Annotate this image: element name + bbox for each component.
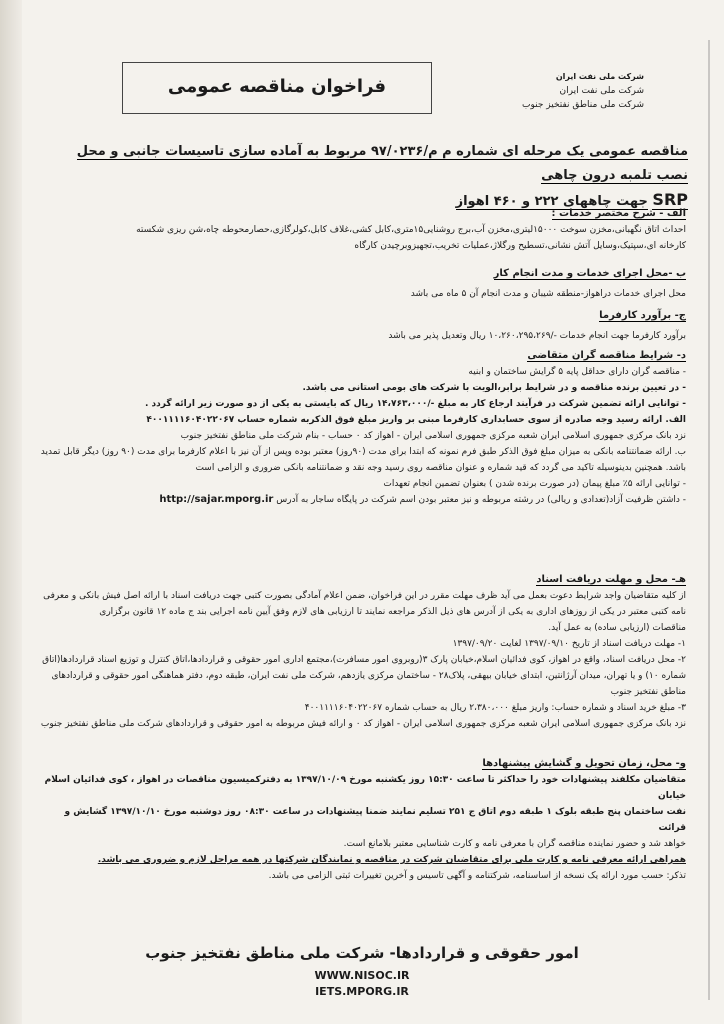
conditions-item: نزد بانک مرکزی جمهوری اسلامی ایران شعبه مرکزی جمهوری اسلامی ایران - اهواز کد ۰ حساب - بنام شرکت ملی مناطق نفتخیز جنوب xyxy=(180,431,686,441)
section-services xyxy=(40,206,686,254)
page-title: فراخوان مناقصه عمومی xyxy=(167,76,387,97)
documents-item: ۲- محل دریافت اسناد، واقع در اهواز، کوی فدائیان اسلام،خیابان پارک ۳(روبروی امور مسافرت)،مجتمع اداری امور حقوقی و قراردادها،اتاق کنترل و توزیع اسناد قراردادها(اتاق xyxy=(42,655,686,665)
footer-url-nisoc[interactable]: WWW.NISOC.IR xyxy=(314,969,410,982)
documents-item: شماره ۱۰) و یا تهران، میدان آرژانتین، ابتدای خیابان بیهقی، پلاک۲۸ - ساختمان مرکزی یازدهم، شرکت ملی نفت ایران، طبقه دوم، دفتر هماهنگی امور حقوقی و قراردادهای xyxy=(51,671,686,681)
conditions-item: باشد. همچنین بدینوسیله تاکید می گردد که قید شماره و عنوان مناقصه روی رسید وجه نقد و ضمانتنامه بانکی ضروری و الزامی است xyxy=(195,463,686,473)
title-box xyxy=(122,62,432,114)
section-services-text-2: کارخانه ای،سپتیک،وسایل آتش نشانی،تسطیح ورگلاژ،عملیات تخریب،تجهیزوبرچیدن کارگاه xyxy=(354,241,686,251)
section-estimate xyxy=(40,308,686,344)
submission-item: متقاضیان مکلفند پیشنهادات خود را حداکثر تا ساعت ۱۵:۳۰ روز یکشنبه مورخ ۱۳۹۷/۱۰/۰۹ به دفترکمیسیون مناقصات در اهواز ، کوی فدائیان اسلام خیابان xyxy=(44,775,686,801)
section-services-text-1: احداث اتاق نگهبانی،مخزن سوخت ۱۵۰۰۰لیتری،مخزن آب،برج روشنایی۱۵متری،کابل کشی،غلاف کابل،کولرگازی،حصارمحوطه چاه،شن ریزی شکسته xyxy=(136,225,686,235)
conditions-item: - در تعیین برنده مناقصه و در شرایط برابر،الویت با شرکت های بومی استانی می باشد. xyxy=(302,383,686,393)
tender-heading xyxy=(48,140,688,214)
section-location-text: محل اجرای خدمات دراهواز-منطقه شیبان و مدت انجام آن ۵ ماه می باشد xyxy=(410,289,686,299)
section-documents-heading: هـ- محل و مهلت دریافت اسناد xyxy=(536,574,686,585)
documents-item: از کلیه متقاضیان واجد شرایط دعوت بعمل می آید ظرف مهلت مقرر در این فراخوان، ضمن اعلام آمادگی بصورت کتبی جهت دریافت اسناد با ارائه اصل فیش بانکی و معرفی xyxy=(43,591,686,601)
section-estimate-heading: ج- برآورد کارفرما xyxy=(599,310,686,321)
submission-item: خواهد شد و حضور نماینده مناقصه گران با معرفی نامه و کارت شناسایی معتبر بلامانع است. xyxy=(343,839,686,849)
submission-notice: همراهی ارائه معرفی نامه و کارت ملی برای متقاضیان شرکت در مناقصه و نمایندگان شرکتها در همه مراحل لازم و ضروری می باشد. xyxy=(97,855,686,865)
conditions-item: الف. ارائه رسید وجه صادره از سوی حسابداری کارفرما مبنی بر واریز مبلغ فوق الذکربه شماره حساب ۴۰۰۱۱۱۱۶۰۴۰۲۲۰۶۷ xyxy=(146,415,686,425)
conditions-item: - مناقصه گران دارای حداقل پایه ۵ گرایش ساختمان و ابنیه xyxy=(468,367,686,377)
company-logo: شرکت ملی نفت ایران xyxy=(555,72,644,81)
section-conditions xyxy=(40,348,686,508)
section-documents xyxy=(40,572,686,732)
documents-item: ۱- مهلت دریافت اسناد از تاریخ ۱۳۹۷/۰۹/۱۰ لغایت ۱۳۹۷/۰۹/۲۰ xyxy=(452,639,686,649)
section-location xyxy=(40,266,686,302)
tender-heading-line-2: جهت چاههای ۲۲۲ و ۴۶۰ اهواز xyxy=(455,194,648,209)
documents-item: نزد بانک مرکزی جمهوری اسلامی ایران شعبه مرکزی جمهوری اسلامی ایران - اهواز کد ۰ و ارائه فیش مربوطه به امور حقوقی و قراردادهای شرکت ملی مناطق نفتخیز جنوب xyxy=(40,719,686,729)
submission-item: نفت ساختمان پنج طبقه بلوک ۱ طبقه دوم اتاق ج ۲۵۱ تسلیم نمایند ضمنا پیشنهادات در ساعت ۰۸:۳۰ روز دوشنبه مورخ ۱۳۹۷/۱۰/۱۰ گشایش و قرائت xyxy=(64,807,686,833)
conditions-item: - توانایی ارائه تضمین شرکت در فرآیند ارجاع کار به مبلغ -/۱۴،۷۶۳،۰۰۰ ریال که بایستی به یکی از دو صورت زیر ارائه گردد . xyxy=(145,399,686,409)
sajar-link[interactable]: http://sajar.mporg.ir xyxy=(159,494,274,505)
company-block xyxy=(504,70,644,112)
footer-url-iets[interactable]: IETS.MPORG.IR xyxy=(315,985,409,998)
documents-item: نامه کتبی معتبر در یکی از روزهای اداری به یکی از آدرس های ذیل الذکر مراجعه نمایند تا ارزیابی های لازم وفق آیین نامه اجرایی بند ج ماده ۱۲ قانون برگزاری xyxy=(99,607,686,617)
section-services-heading: الف - شرح مختصر خدمات : xyxy=(551,208,686,219)
section-conditions-heading: د- شرایط مناقصه گران متقاضی xyxy=(527,350,686,361)
conditions-item xyxy=(40,492,686,508)
footer-department: امور حقوقی و قراردادها- شرکت ملی مناطق نفتخیز جنوب xyxy=(145,944,579,962)
conditions-item: - توانایی ارائه ۵٪ مبلغ پیمان (در صورت برنده شدن ) بعنوان تضمین انجام تعهدات xyxy=(383,479,686,489)
scan-edge xyxy=(0,0,22,1024)
submission-note: تذکر: حسب مورد ارائه یک نسخه از اساسنامه، شرکتنامه و آگهی تاسیس و آخرین تغییرات ثبتی الزامی می باشد. xyxy=(268,871,686,881)
documents-item: ۳- مبلغ خرید اسناد و شماره حساب: واریز مبلغ ۲،۳۸۰،۰۰۰ ریال به حساب شماره ۴۰۰۱۱۱۱۶۰۴۰۲۲۰۶۷ xyxy=(304,703,686,713)
margin-rule xyxy=(708,40,710,1000)
documents-item: مناقصات (ارزیابی ساده) به عمل آید. xyxy=(548,623,686,633)
conditions-item: ب. ارائه ضمانتنامه بانکی به میزان مبلغ فوق الذکر طبق فرم نمونه که ابتدا برای مدت (۹۰روز) معتبر بوده وپس از آن نیز با اعلام کارفرما برای مدت (۹۰ روز) دیگر قابل تمدید xyxy=(40,447,686,457)
documents-item: مناطق نفتخیز جنوب xyxy=(610,687,686,697)
section-submission-heading: و- محل، زمان تحویل و گشایش پیشنهادها xyxy=(482,758,686,769)
conditions-item-text: - داشتن ظرفیت آزاد(تعدادی و ریالی) در رشته مربوطه و نیز معتبر بودن اسم شرکت در پایگاه ساجار به آدرس xyxy=(276,495,686,505)
tender-heading-line-1: مناقصه عمومی یک مرحله ای شماره م م/۹۷/۰۲۳۶ مربوط به آماده سازی تاسیسات جانبی و محل نصب تلمبه درون چاهی xyxy=(76,144,688,183)
section-location-heading: ب -محل اجرای خدمات و مدت انجام کار xyxy=(493,268,686,279)
footer xyxy=(0,944,724,1000)
section-estimate-text: برآورد کارفرما جهت انجام خدمات -/۱۰،۲۶۰،۲۹۵،۲۶۹ ریال وتعدیل پذیر می باشد xyxy=(388,331,686,341)
company-line-1: شرکت ملی نفت ایران xyxy=(559,86,644,96)
srp-label: SRP xyxy=(652,190,688,209)
section-submission xyxy=(40,756,686,884)
company-line-2: شرکت ملی مناطق نفتخیز جنوب xyxy=(522,100,644,110)
